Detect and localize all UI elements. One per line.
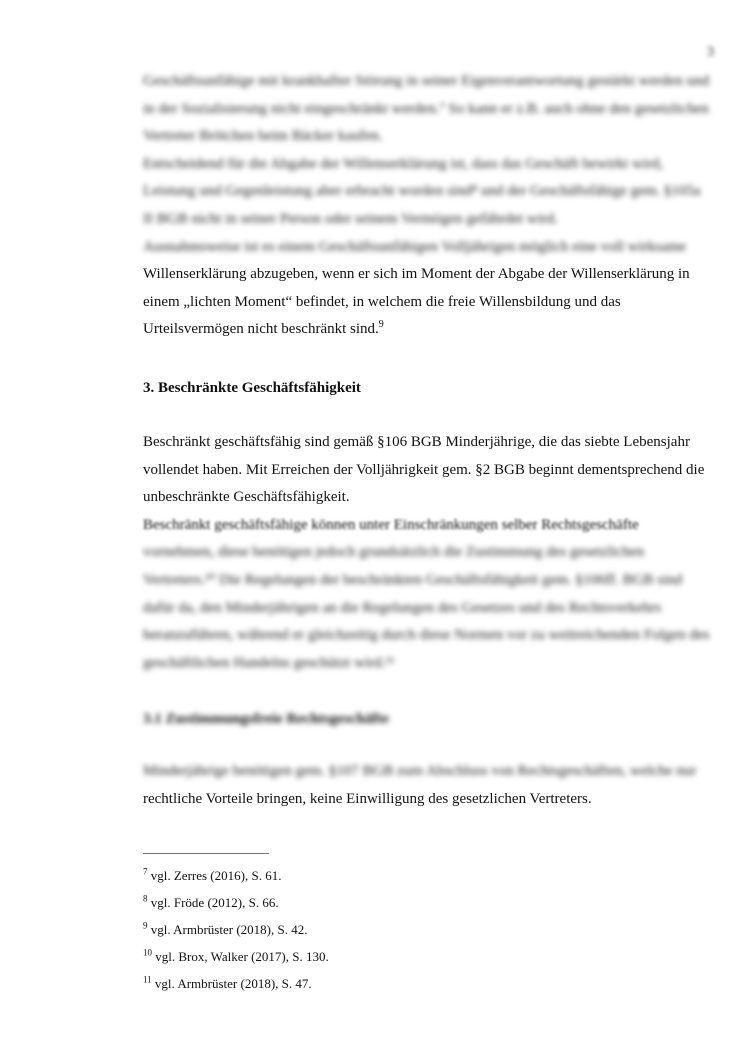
- section-heading-3-1: 3.1 Zustimmungsfreie Rechtsgeschäfte: [143, 711, 389, 728]
- text-line-blurred: Minderjährige benötigen gem. §107 BGB zum Abschluss von Rechtsgeschäften, welche nur: [143, 763, 697, 780]
- text-line-blurred: Leistung und Gegenleistung aber erbracht worden sind⁸ und der Geschäftsfähige gem. §105a: [143, 183, 701, 200]
- text-line-blurred: dafür da, den Minderjährigen an die Regelungen des Gesetzes und des Rechtsverkehrs: [143, 599, 662, 616]
- paragraph-geschaeftsunfaehigkeit: [143, 68, 715, 344]
- text-line-blurred: Geschäftsunfähige mit krankhafter Störung in seiner Eigenverantwortung gestärkt werden und: [143, 73, 710, 89]
- footnote-10: [143, 943, 329, 970]
- footnote-number: 8: [143, 893, 148, 904]
- text-line-partially-blurred: Beschränkt geschäftsfähige können unter Einschränkungen selber Rechtsgeschäfte: [143, 516, 639, 533]
- footnote-text: vgl. Armbrüster (2018), S. 47.: [154, 976, 312, 991]
- footnote-text: vgl. Brox, Walker (2017), S. 130.: [155, 949, 329, 964]
- footnote-number: 7: [143, 866, 148, 877]
- text-line-content: Urteilsvermögen nicht beschränkt sind.: [143, 321, 379, 338]
- text-line: Willenserklärung abzugeben, wenn er sich im Moment der Abgabe der Willenserklärung in: [143, 266, 690, 283]
- text-line-blurred: Ausnahmsweise ist es einem Geschäftsunfähigen Volljährigen möglich eine voll wirksame: [143, 238, 687, 255]
- footnote-9: [143, 916, 329, 943]
- text-line-blurred: in der Sozialisierung nicht eingeschränkt werden.⁷ So kann er z.B. auch ohne den gesetzlichen: [143, 100, 709, 117]
- footnote-separator: [143, 853, 269, 854]
- footnotes: [143, 862, 329, 997]
- footnote-ref-9[interactable]: 9: [378, 319, 384, 331]
- text-line: einem „lichten Moment“ befindet, in welchem die freie Willensbildung und das: [143, 293, 621, 310]
- footnote-number: 11: [143, 974, 152, 985]
- footnote-8: [143, 889, 329, 916]
- footnote-7: [143, 862, 329, 889]
- footnote-number: 10: [143, 947, 152, 958]
- text-line: rechtliche Vorteile bringen, keine Einwilligung des gesetzlichen Vertreters.: [143, 790, 592, 807]
- paragraph-zustimmungsfrei: [143, 758, 715, 813]
- footnote-text: vgl. Fröde (2012), S. 66.: [150, 895, 279, 910]
- text-line: [143, 316, 715, 344]
- paragraph-beschraenkt: [143, 429, 715, 677]
- text-line-blurred: II BGB nicht in seiner Person oder seinem Vermögen gefährdet wird.: [143, 210, 559, 227]
- text-line-blurred: Entscheidend für die Abgabe der Willenserklärung ist, dass das Geschäft bewirkt wird,: [143, 155, 664, 172]
- text-line-blurred: Vertreter Brötchen beim Bäcker kaufen.: [143, 128, 383, 145]
- text-line-blurred: geschäftlichen Handelns geschützt wird.¹¹: [143, 654, 395, 671]
- text-line-blurred: heranzuführen, während er gleichzeitig durch diese Normen vor zu weitreichenden Folgen des: [143, 627, 710, 644]
- footnote-text: vgl. Zerres (2016), S. 61.: [150, 868, 282, 883]
- section-heading-3: 3. Beschränkte Geschäftsfähigkeit: [143, 379, 361, 396]
- footnote-number: 9: [143, 920, 148, 931]
- text-line: vollendet haben. Mit Erreichen der Volljährigkeit gem. §2 BGB beginnt dementsprechend die: [143, 461, 705, 478]
- text-line: unbeschränkte Geschäftsfähigkeit.: [143, 489, 350, 506]
- text-line: Beschränkt geschäftsfähig sind gemäß §106 BGB Minderjährige, die das siebte Lebensjahr: [143, 433, 690, 450]
- page-number: 3: [706, 44, 714, 60]
- text-line-blurred: vornehmen, diese benötigen jedoch grundsätzlich die Zustimmung des gesetzlichen: [143, 544, 645, 561]
- document-body: [143, 68, 715, 813]
- footnote-11: [143, 970, 329, 997]
- text-line-blurred: Vertreters.¹⁰ Die Regelungen der beschränkten Geschäftsfähigkeit gem. §106ff. BGB sind: [143, 571, 683, 588]
- footnote-text: vgl. Armbrüster (2018), S. 42.: [150, 922, 308, 937]
